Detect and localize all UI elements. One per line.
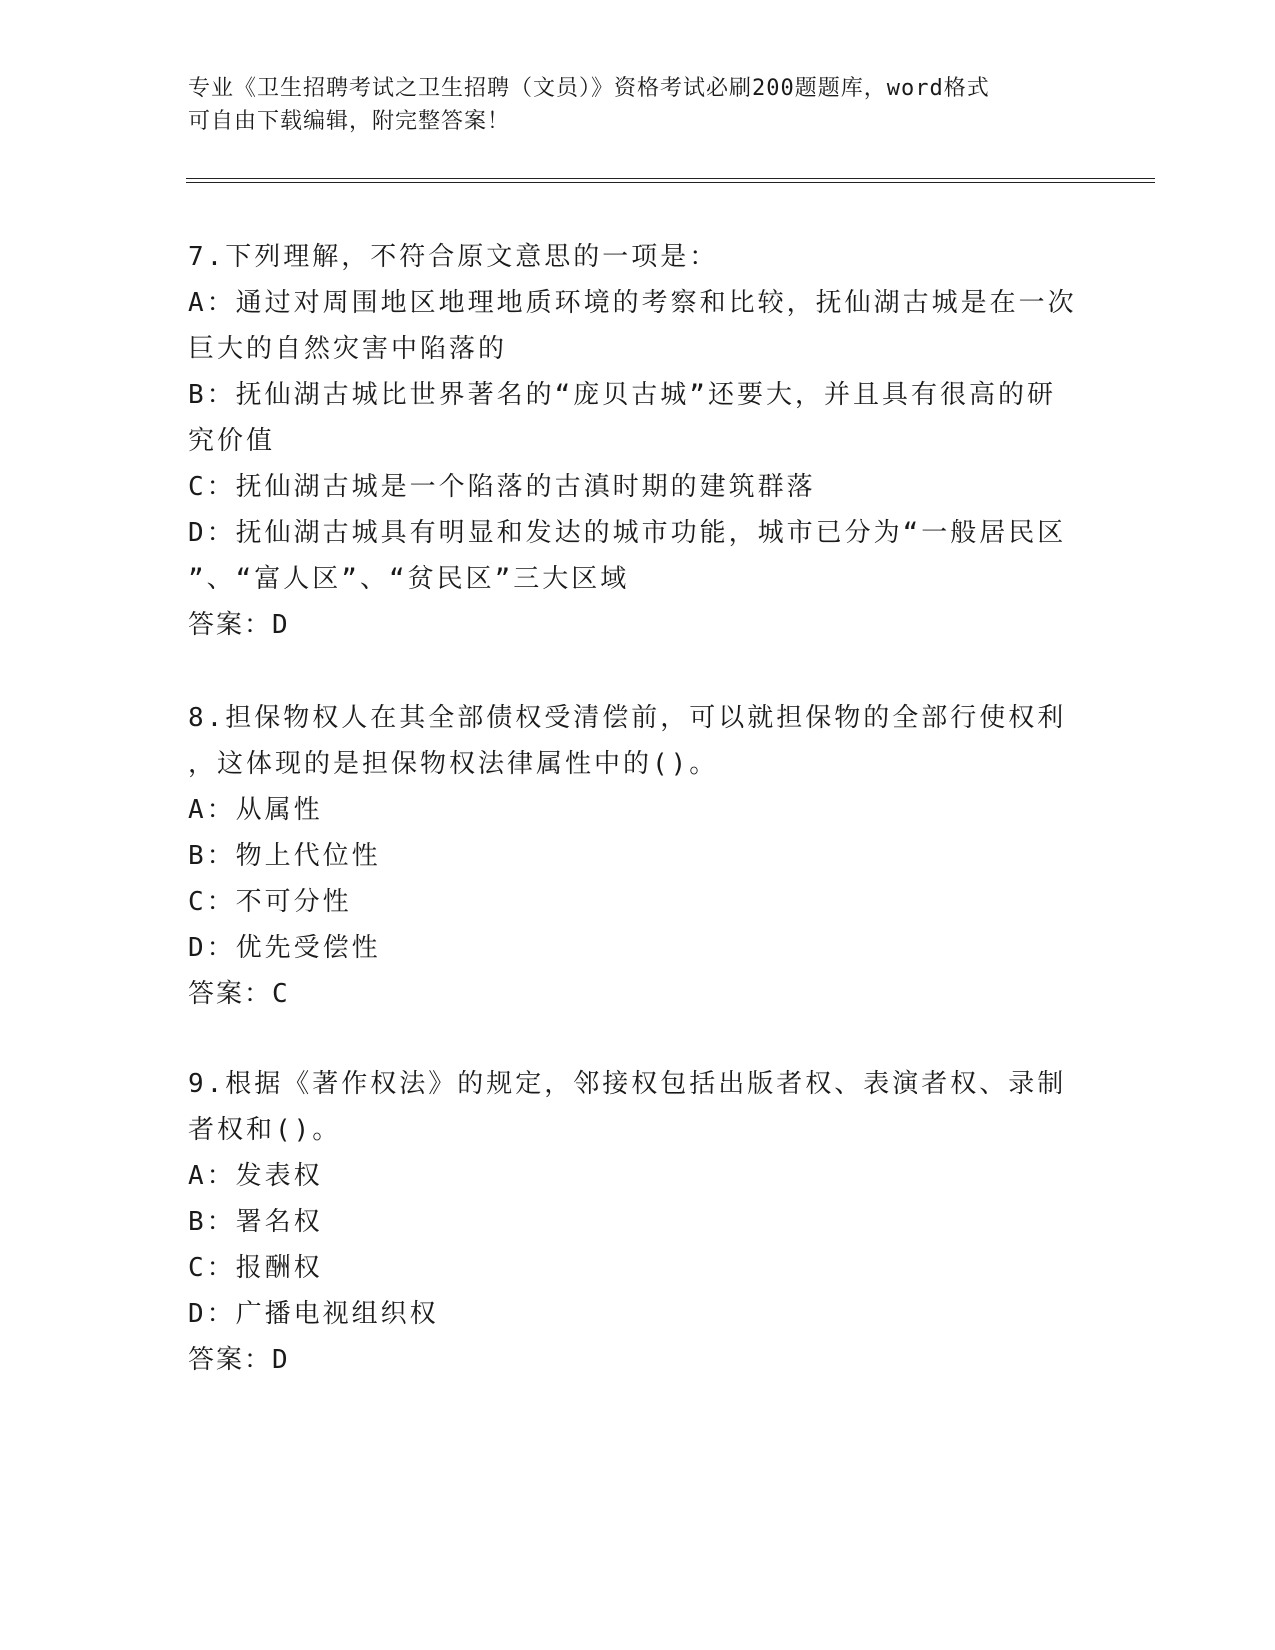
option-b-line-1: B：抚仙湖古城比世界著名的“庞贝古城”还要大，并且具有很高的研 bbox=[188, 380, 1056, 410]
option-a: A：发表权 bbox=[188, 1161, 323, 1191]
option-c-line-1: C：抚仙湖古城是一个陷落的古滇时期的建筑群落 bbox=[188, 472, 816, 502]
question-9 bbox=[188, 1061, 1088, 1383]
question-stem-line-2: ，这体现的是担保物权法律属性中的()。 bbox=[188, 749, 719, 779]
question-stem-line-2: 者权和()。 bbox=[188, 1115, 342, 1145]
header-line-1: 专业《卫生招聘考试之卫生招聘（文员）》资格考试必刷200题题库，word格式 bbox=[188, 76, 990, 101]
question-stem-line-1: 8.担保物权人在其全部债权受清偿前，可以就担保物的全部行使权利 bbox=[188, 703, 1067, 733]
option-a: A：从属性 bbox=[188, 795, 323, 825]
question-7 bbox=[188, 234, 1088, 648]
question-8 bbox=[188, 695, 1088, 1017]
option-d-line-2: ”、“富人区”、“贫民区”三大区域 bbox=[188, 564, 630, 594]
option-d: D：优先受偿性 bbox=[188, 933, 381, 963]
option-a-line-2: 巨大的自然灾害中陷落的 bbox=[188, 334, 508, 364]
option-b: B：物上代位性 bbox=[188, 841, 381, 871]
question-stem-line-1: 9.根据《著作权法》的规定，邻接权包括出版者权、表演者权、录制 bbox=[188, 1069, 1067, 1099]
option-b-line-2: 究价值 bbox=[188, 426, 276, 456]
answer-label: 答案：C bbox=[188, 979, 290, 1009]
question-stem-line: 7.下列理解，不符合原文意思的一项是： bbox=[188, 242, 719, 272]
answer-label: 答案：D bbox=[188, 1345, 290, 1375]
header-line-2: 可自由下载编辑，附完整答案！ bbox=[188, 109, 511, 134]
option-b: B：署名权 bbox=[188, 1207, 323, 1237]
option-c: C：报酬权 bbox=[188, 1253, 323, 1283]
answer-label: 答案：D bbox=[188, 610, 290, 640]
header-divider bbox=[186, 178, 1155, 183]
document-header bbox=[188, 72, 1088, 138]
option-c: C：不可分性 bbox=[188, 887, 352, 917]
option-d-line-1: D：抚仙湖古城具有明显和发达的城市功能，城市已分为“一般居民区 bbox=[188, 518, 1067, 548]
option-d: D：广播电视组织权 bbox=[188, 1299, 439, 1329]
option-a-line-1: A：通过对周围地区地理地质环境的考察和比较，抚仙湖古城是在一次 bbox=[188, 288, 1077, 318]
